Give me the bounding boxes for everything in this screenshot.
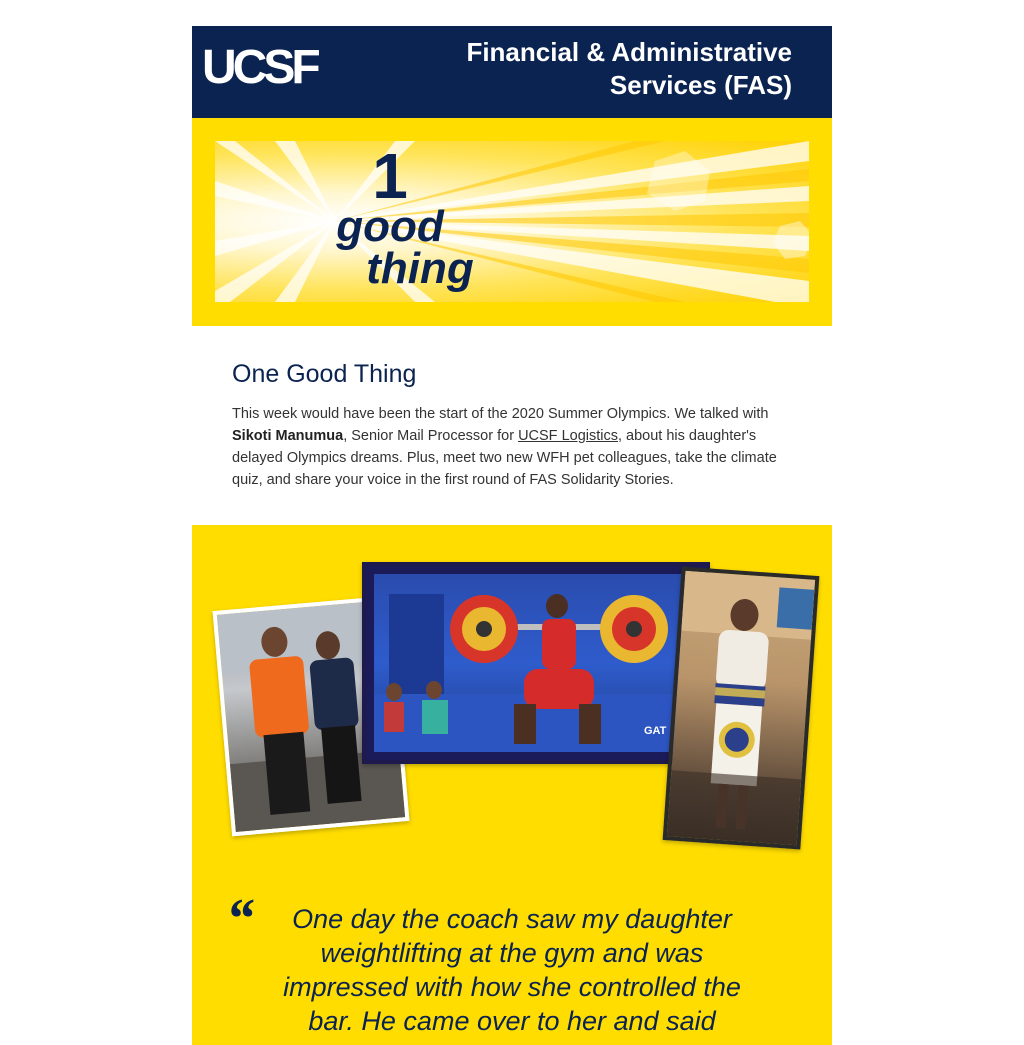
banner-section [192, 118, 832, 326]
svg-text:GAT: GAT [644, 725, 667, 737]
header [192, 26, 832, 118]
intro-paragraph [232, 403, 792, 491]
intro-heading: One Good Thing [232, 360, 417, 388]
intro-name: Sikoti Manumua [232, 428, 344, 444]
banner-number: 1 [372, 141, 408, 212]
quote-mark-icon: “ [226, 888, 254, 950]
one-good-thing-banner [215, 141, 809, 302]
ucsf-logistics-link[interactable]: UCSF Logistics [518, 428, 618, 444]
intro-text-3: , about his daughter's delayed Olympics dreams. Plus, meet two new WFH pet colleagues, take the climate quiz, and share your voice in the first round of FAS Solidarity Stories. [232, 428, 777, 488]
email-body [192, 26, 832, 1045]
header-title-line2: Services (FAS) [609, 70, 792, 100]
feature-section [192, 525, 832, 1045]
intro-section [192, 326, 832, 525]
header-title-line1: Financial & Administrative [466, 37, 792, 67]
photo-weightlifting [362, 562, 710, 764]
intro-text-2: , Senior Mail Processor for [343, 428, 519, 444]
banner-word-good: good [336, 202, 444, 251]
intro-text-1: This week would have been the start of the 2020 Summer Olympics. We talked with [232, 406, 769, 422]
ucsf-logo[interactable]: UCSF [202, 41, 317, 94]
banner-word-thing: thing [366, 244, 474, 293]
header-title [412, 36, 792, 102]
feature-quote: One day the coach saw my daughter weightlifting at the gym and was impressed with how she controlled the bar. He came over to her and said [283, 904, 741, 1036]
photo-daughter-traditional [663, 567, 820, 850]
banner-text [320, 141, 480, 293]
